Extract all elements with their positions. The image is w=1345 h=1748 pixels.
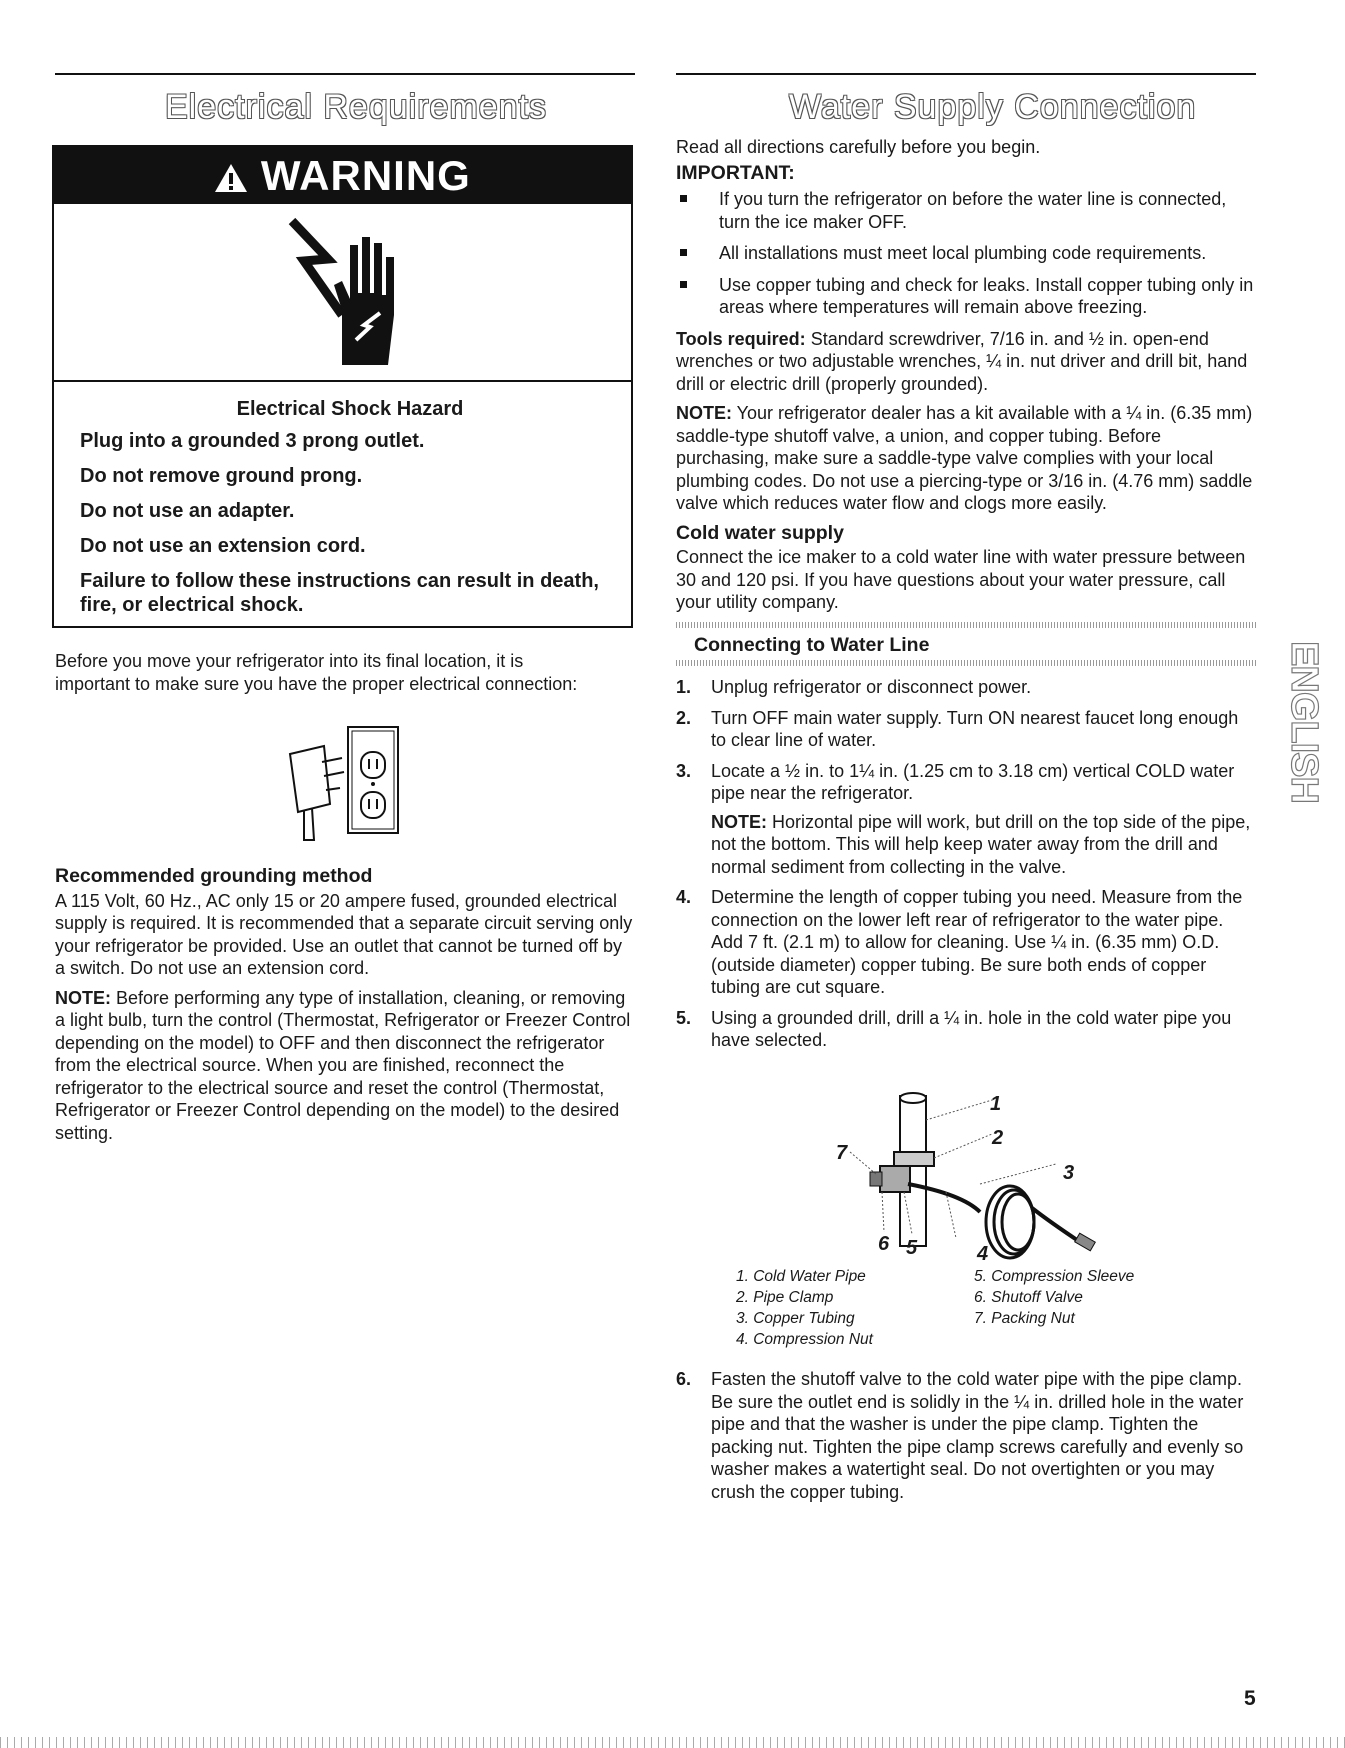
important-label: IMPORTANT: <box>676 161 795 184</box>
list-item <box>676 707 1256 752</box>
list-item <box>676 1007 1256 1052</box>
step-number: 3. <box>676 760 692 781</box>
legend-item: 7. Packing Nut <box>974 1310 1075 1327</box>
note-label: NOTE: <box>55 987 111 1008</box>
electrical-intro-text: Before you move your refrigerator into its final location, it is important to make sure you have the proper electrical connection: <box>55 651 578 694</box>
language-side-tab <box>1280 632 1324 812</box>
important-list <box>676 188 1256 319</box>
right-column <box>676 136 1256 1060</box>
callout-1: 1 <box>990 1093 1002 1115</box>
warning-line: Do not use an extension cord. <box>80 535 366 557</box>
step-number: 1. <box>676 677 692 697</box>
note-label: NOTE: <box>711 811 767 832</box>
kit-note <box>676 402 1256 515</box>
grounding-heading: Recommended grounding method <box>55 865 373 887</box>
step-text: Fasten the shutoff valve to the cold water pipe with the pipe clamp. Be sure the outlet end is solidly in the ¼ in. drilled hole in the water pipe and that the washer is under the pipe clamp. Tighten the packing nut. Tighten the pipe clamp screws carefully and evenly so washer makes a watertight seal. Do not overtighten or you may crush the copper tubing. <box>711 1369 1244 1502</box>
callout-2: 2 <box>992 1127 1004 1149</box>
water-intro: Read all directions carefully before you begin. <box>676 137 1041 157</box>
grounded-outlet-illustration <box>284 724 414 849</box>
legend-item: 1. Cold Water Pipe <box>736 1268 866 1285</box>
step-number: 5. <box>676 1007 692 1028</box>
step-number: 4. <box>676 887 692 907</box>
list-item <box>676 1368 1256 1503</box>
tools-required <box>676 328 1256 396</box>
warning-line: Do not remove ground prong. <box>80 465 363 487</box>
note-text: Your refrigerator dealer has a kit available with a ¼ in. (6.35 mm) saddle-type shutoff valve, a union, and copper tubing. Before purchasing, make sure a saddle-type valve complies with your local plumbing codes. Do not use a piercing-type or 3/16 in. (4.76 mm) saddle valve which reduces water flow and clogs more easily. <box>676 403 1253 513</box>
warning-line: Failure to follow these instructions can result in death, fire, or electrical shock. <box>80 570 599 616</box>
list-item <box>676 886 1256 999</box>
diagram-legend-left <box>736 1266 873 1350</box>
cold-water-text: Connect the ice maker to a cold water line with water pressure between 30 and 120 psi. If you have questions about your water pressure, call your utility company. <box>676 547 1246 612</box>
step-text: Determine the length of copper tubing you need. Measure from the connection on the lower left rear of refrigerator to the water pipe. Add 7 ft. (2.1 m) to allow for cleaning. Use ¼ in. (6.35 mm) O.D. (outside diameter) copper tubing. Be sure both ends of copper tubing are cut square. <box>711 887 1243 997</box>
warning-hazard-title: Electrical Shock Hazard <box>236 398 464 420</box>
list-item <box>676 760 1256 879</box>
warning-triangle-icon <box>214 152 261 199</box>
legend-item: 5. Compression Sleeve <box>974 1268 1135 1285</box>
page-number: 5 <box>1244 1687 1256 1710</box>
list-item: If you turn the refrigerator on before the water line is connected, turn the ice maker OFF. <box>676 188 1256 233</box>
list-item: All installations must meet local plumbing code requirements. <box>676 242 1256 265</box>
list-item <box>676 676 1256 699</box>
right-top-rule <box>676 73 1256 75</box>
cold-water-heading: Cold water supply <box>676 521 844 544</box>
step-text: Turn OFF main water supply. Turn ON nearest faucet long enough to clear line of water. <box>711 707 1239 750</box>
grounding-text: A 115 Volt, 60 Hz., AC only 15 or 20 ampere fused, grounded electrical supply is required. It is recommended that a separate circuit serving only your refrigerator be provided. Use an outlet that cannot be turned off by a switch. Do not use an extension cord. <box>55 890 633 978</box>
note-text: Horizontal pipe will work, but drill on the top side of the pipe, not the bottom. This will help keep water away from the drill and normal sediment from collecting in the valve. <box>711 811 1251 877</box>
callout-3: 3 <box>1063 1162 1075 1184</box>
water-supply-title: Water Supply Connection <box>789 88 1197 126</box>
left-grounding <box>55 865 635 1151</box>
callout-4: 4 <box>977 1243 989 1265</box>
steps-list <box>676 676 1256 1052</box>
callout-7: 7 <box>836 1142 848 1164</box>
connecting-heading: Connecting to Water Line <box>694 633 930 656</box>
warning-line: Plug into a grounded 3 prong outlet. <box>80 430 425 452</box>
warning-text <box>80 397 620 628</box>
step-number: 6. <box>676 1369 692 1389</box>
legend-item: 4. Compression Nut <box>736 1331 873 1348</box>
connecting-header-band <box>676 622 1256 667</box>
shock-hazard-icon <box>284 215 414 380</box>
tools-label: Tools required: <box>676 328 806 349</box>
warning-box <box>52 145 633 628</box>
steps-list-continued <box>676 1368 1256 1503</box>
callout-5: 5 <box>906 1237 918 1259</box>
left-top-rule <box>55 73 635 75</box>
step-text: Locate a ½ in. to 1¼ in. (1.25 cm to 3.18 cm) vertical COLD water pipe near the refrigerator. <box>711 760 1235 803</box>
dotted-divider <box>676 660 1256 666</box>
tools-text: Standard screwdriver, 7/16 in. and ½ in. open-end wrenches or two adjustable wrenches, ¼ in. nut driver and drill bit, hand drill or electric drill (properly grounded). <box>676 328 1248 394</box>
diagram-legend-right <box>974 1266 1134 1329</box>
bottom-edge-marks <box>0 1737 1345 1748</box>
list-item: Use copper tubing and check for leaks. Install copper tubing only in areas where temperatures will remain above freezing. <box>676 274 1256 319</box>
warning-header <box>54 147 631 204</box>
legend-item: 3. Copper Tubing <box>736 1310 855 1327</box>
note-label: NOTE: <box>676 403 732 423</box>
electrical-requirements-title: Electrical Requirements <box>165 88 548 126</box>
note-text: Before performing any type of installation, cleaning, or removing a light bulb, turn the control (Thermostat, Refrigerator or Freezer Control depending on the model) to OFF and then disconnect the refrigerator from the electrical source. When you are finished, reconnect the refrigerator to the electrical source and reset the control (Thermostat, Refrigerator or Freezer Control depending on the model) to the desired setting. <box>55 987 631 1143</box>
step-text: Unplug refrigerator or disconnect power. <box>711 677 1032 697</box>
step-text: Using a grounded drill, drill a ¼ in. hole in the cold water pipe you have selected. <box>711 1007 1232 1050</box>
side-tab-text: ENGLISH <box>1282 641 1324 803</box>
left-intro <box>55 650 595 702</box>
warning-line: Do not use an adapter. <box>80 500 295 522</box>
warning-divider <box>54 380 631 382</box>
step-6 <box>676 1368 1256 1511</box>
callout-6: 6 <box>878 1233 890 1255</box>
legend-item: 6. Shutoff Valve <box>974 1289 1083 1306</box>
legend-item: 2. Pipe Clamp <box>736 1289 834 1306</box>
left-note <box>55 987 635 1145</box>
warning-label: WARNING <box>260 152 471 199</box>
step-number: 2. <box>676 707 692 728</box>
step-note <box>711 811 1256 879</box>
